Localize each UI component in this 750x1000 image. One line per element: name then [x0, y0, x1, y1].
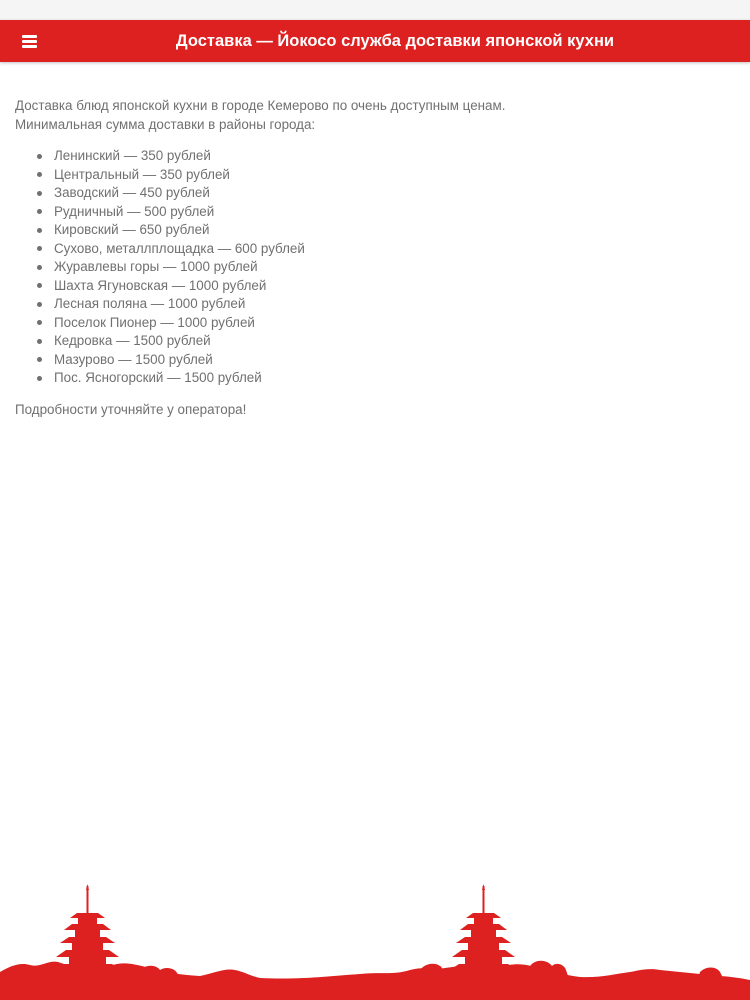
page-title: Доставка — Йокосо служба доставки японской кухни [175, 32, 615, 50]
list-item: Журавлевы горы — 1000 рублей [54, 258, 715, 277]
delivery-info [15, 97, 715, 419]
status-bar [0, 0, 750, 20]
list-item: Заводский — 450 рублей [54, 184, 715, 203]
tree-silhouette [698, 968, 724, 981]
list-item: Сухово, металлплощадка — 600 рублей [54, 240, 715, 259]
tree-silhouette [528, 961, 568, 976]
list-item: Кедровка — 1500 рублей [54, 332, 715, 351]
list-item: Пос. Ясногорский — 1500 рублей [54, 369, 715, 388]
operator-note: Подробности уточняйте у оператора! [15, 401, 247, 417]
district-list [15, 147, 715, 388]
list-item: Поселок Пионер — 1000 рублей [54, 314, 715, 333]
list-item: Кировский — 650 рублей [54, 221, 715, 240]
top-app-bar [0, 20, 750, 62]
pagoda-silhouette-footer [0, 880, 750, 1000]
intro-text-line-1: Доставка блюд японской кухни в городе Кемерово по очень доступным ценам. [15, 98, 506, 113]
list-item: Рудничный — 500 рублей [54, 203, 715, 222]
list-item: Ленинский — 350 рублей [54, 147, 715, 166]
tree-silhouette [136, 966, 180, 982]
pagoda-left-icon [52, 884, 123, 983]
tree-silhouette [418, 964, 446, 976]
pagoda-right-icon [448, 884, 519, 983]
list-item: Мазурово — 1500 рублей [54, 351, 715, 370]
list-item: Лесная поляна — 1000 рублей [54, 295, 715, 314]
list-item: Центральный — 350 рублей [54, 166, 715, 185]
hamburger-menu-icon[interactable] [22, 34, 37, 48]
intro-text-line-2: Минимальная сумма доставки в районы города: [15, 116, 316, 132]
list-item: Шахта Ягуновская — 1000 рублей [54, 277, 715, 296]
